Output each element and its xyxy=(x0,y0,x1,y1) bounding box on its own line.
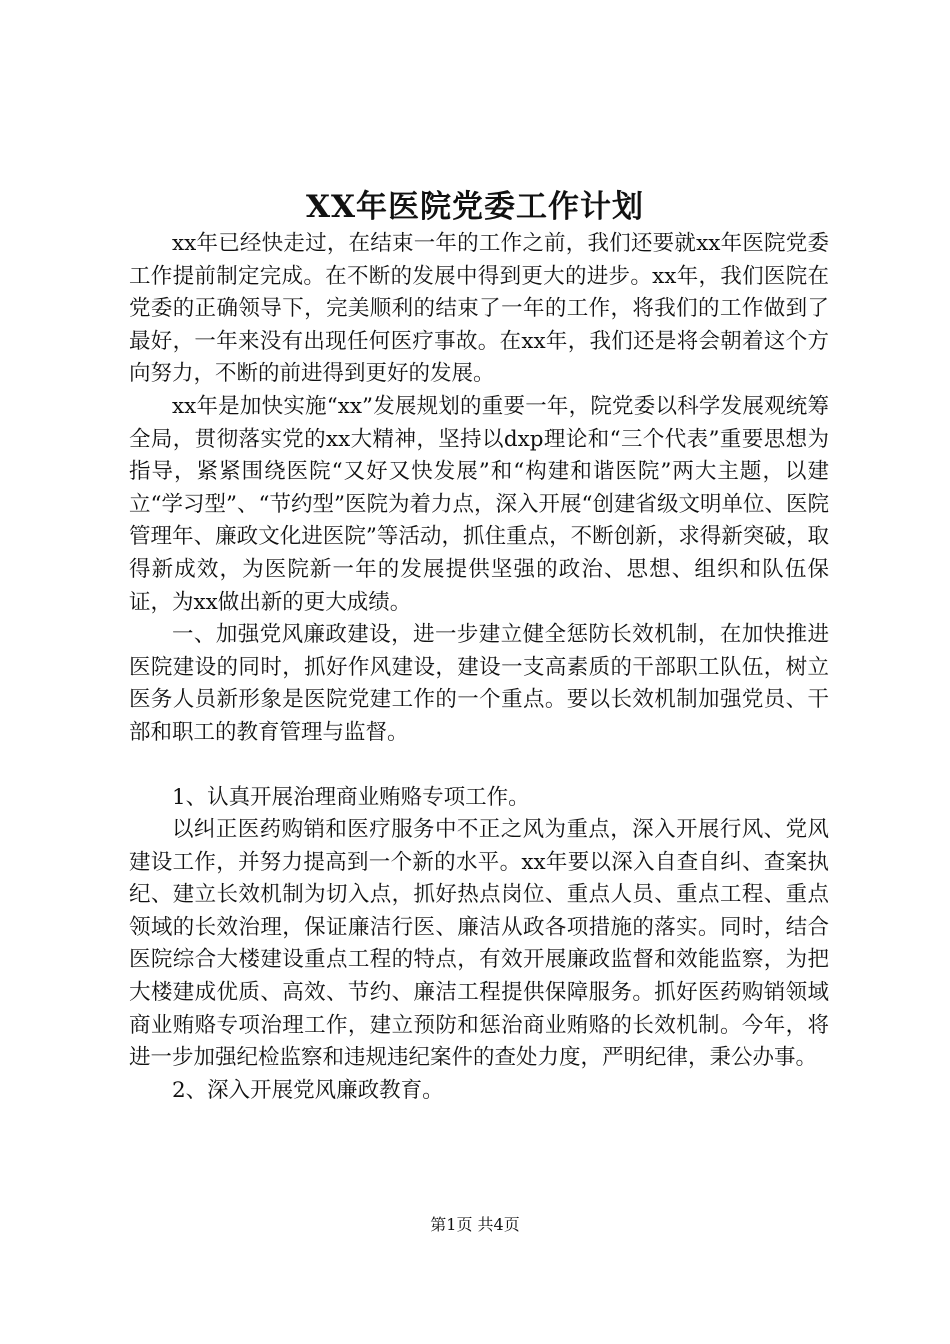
paragraph-overview: xx年是加快实施“xx”发展规划的重要一年，院党委以科学发展观统筹全局，贯彻落实党的xx大精神，坚持以dxp理论和“三个代表”重要思想为指导，紧紧围绕医院“又好又快发展”和“构建和谐医院”两大主题，以建立“学习型”、“节约型”医院为着力点，深入开展“创建省级文明单位、医院管理年、廉政文化进医院”等活动，抓住重点，不断创新，求得新突破，取得新成效，为医院新一年的发展提供坚强的政治、思想、组织和队伍保证，为xx做出新的更大成绩。 xyxy=(129,393,829,615)
paragraph-intro: xx年已经快走过，在结束一年的工作之前，我们还要就xx年医院党委工作提前制定完成。在不断的发展中得到更大的进步。xx年，我们医院在党委的正确领导下，完美顺利的结束了一年的工作，将我们的工作做到了最好，一年来没有出现任何医疗事故。在xx年，我们还是将会朝着这个方向努力，不断的前进得到更好的发展。 xyxy=(129,231,829,387)
paragraph-item-one-body: 以纠正医药购销和医疗服务中不正之风为重点，深入开展行风、党风建设工作，并努力提高到一个新的水平。xx年要以深入自查自纠、查案执纪、建立长效机制为切入点，抓好热点岗位、重点人员、重点工程、重点领域的长效治理，保证廉洁行医、廉洁从政各项措施的落实。同时，结合医院综合大楼建设重点工程的特点，有效开展廉政监督和效能监察，为把大楼建成优质、高效、节约、廉洁工程提供保障服务。抓好医药购销领域商业贿赂专项治理工作，建立预防和惩治商业贿赂的长效机制。今年，将进一步加强纪检监察和违规违纪案件的查处力度，严明纪律，秉公办事。 xyxy=(129,817,829,1071)
document-body xyxy=(129,228,829,1107)
paragraph-section-one: 一、加强党风廉政建设，进一步建立健全惩防长效机制，在加快推进医院建设的同时，抓好作风建设，建设一支高素质的干部职工队伍，树立医务人员新形象是医院党建工作的一个重点。要以长效机制加强党员、干部和职工的教育管理与监督。 xyxy=(129,622,829,745)
paragraph-item-two-heading: 2、深入开展党风廉政教育。 xyxy=(172,1077,444,1103)
paragraph-item-one-heading: 1、认真开展治理商业贿赂专项工作。 xyxy=(172,784,530,810)
document-title: XX年医院党委工作计划 xyxy=(305,189,645,225)
page-indicator: 第1页 共4页 xyxy=(430,1215,520,1234)
